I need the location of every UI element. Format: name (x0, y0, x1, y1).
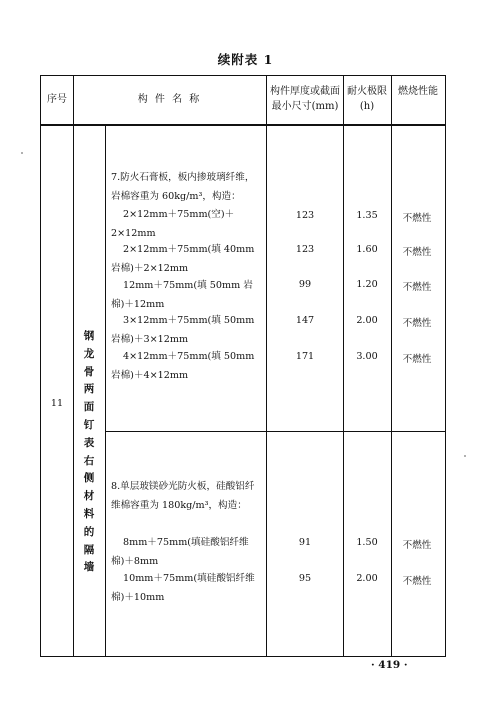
section7-item-desc: 12mm＋75mm(填 50mm 岩棉)＋12mm (111, 280, 253, 310)
table-caption: 续附表 1 (217, 52, 274, 67)
fire-resistance-table (40, 75, 446, 657)
section7-item-thickness: 147 (295, 315, 315, 326)
section7-item-thickness: 99 (298, 279, 312, 290)
section7-item-limit: 1.35 (356, 210, 378, 221)
section8-item-limit: 1.50 (356, 537, 378, 548)
section7-item-desc: 4×12mm＋75mm(填 50mm 岩棉)＋4×12mm (111, 351, 255, 381)
page-number: · 419 · (371, 659, 408, 671)
section8-item-burn: 不燃性 (402, 540, 432, 551)
section-divider (105, 431, 445, 432)
section8-item-desc: 10mm＋75mm(填硅酸铝纤维棉)＋10mm (111, 573, 255, 603)
section7-item-burn: 不燃性 (402, 213, 432, 224)
section7-item-burn: 不燃性 (402, 282, 432, 293)
col-divider (343, 76, 344, 656)
section7-item-burn: 不燃性 (402, 318, 432, 329)
section7-item-burn: 不燃性 (402, 247, 432, 258)
section7-item-thickness: 123 (295, 210, 315, 221)
section7-item-limit: 2.00 (356, 315, 378, 326)
section7-item-desc: 2×12mm＋75mm(空)＋2×12mm (111, 209, 235, 239)
row-category: 钢龙骨两面钉表右侧材料的隔墙 (83, 330, 95, 574)
section7-item-thickness: 123 (295, 244, 315, 255)
section7-title: 7.防火石膏板，板内掺玻璃纤维，岩棉容重为 60kg/m³，构造： (111, 172, 255, 202)
section8-item-thickness: 95 (298, 573, 312, 584)
section7-item-limit: 3.00 (356, 351, 378, 362)
section8-item-thickness: 91 (298, 537, 312, 548)
section7-item-desc: 3×12mm＋75mm(填 50mm 岩棉)＋3×12mm (111, 315, 255, 345)
col-divider (105, 124, 106, 656)
header-thickness: 构件厚度或截面最小尺寸(mm) (270, 86, 340, 112)
section7-item-limit: 1.20 (356, 279, 378, 290)
col-divider (391, 76, 392, 656)
col-divider (266, 76, 267, 656)
section8-title: 8.单层玻镁砂光防火板，硅酸铝纤维棉容重为 180kg/m³，构造： (111, 481, 255, 511)
section8-item-desc: 8mm＋75mm(填硅酸铝纤维棉)＋8mm (111, 537, 249, 567)
header-divider (41, 124, 445, 126)
section7-item-burn: 不燃性 (402, 354, 432, 365)
scan-speck (464, 455, 466, 457)
header-name: 构 件 名 称 (137, 94, 202, 105)
section8-item-limit: 2.00 (356, 573, 378, 584)
section7-item-desc: 2×12mm＋75mm(填 40mm 岩棉)＋2×12mm (111, 244, 255, 274)
row-seq: 11 (50, 398, 64, 409)
header-fire-limit: 耐火极限(h) (347, 86, 387, 112)
section8-item-burn: 不燃性 (402, 576, 432, 587)
section7-item-limit: 1.60 (356, 244, 378, 255)
header-burn: 燃烧性能 (398, 86, 438, 97)
section7-item-thickness: 171 (295, 351, 315, 362)
col-divider (73, 76, 74, 656)
header-seq: 序号 (47, 94, 67, 105)
scan-speck (21, 152, 23, 154)
